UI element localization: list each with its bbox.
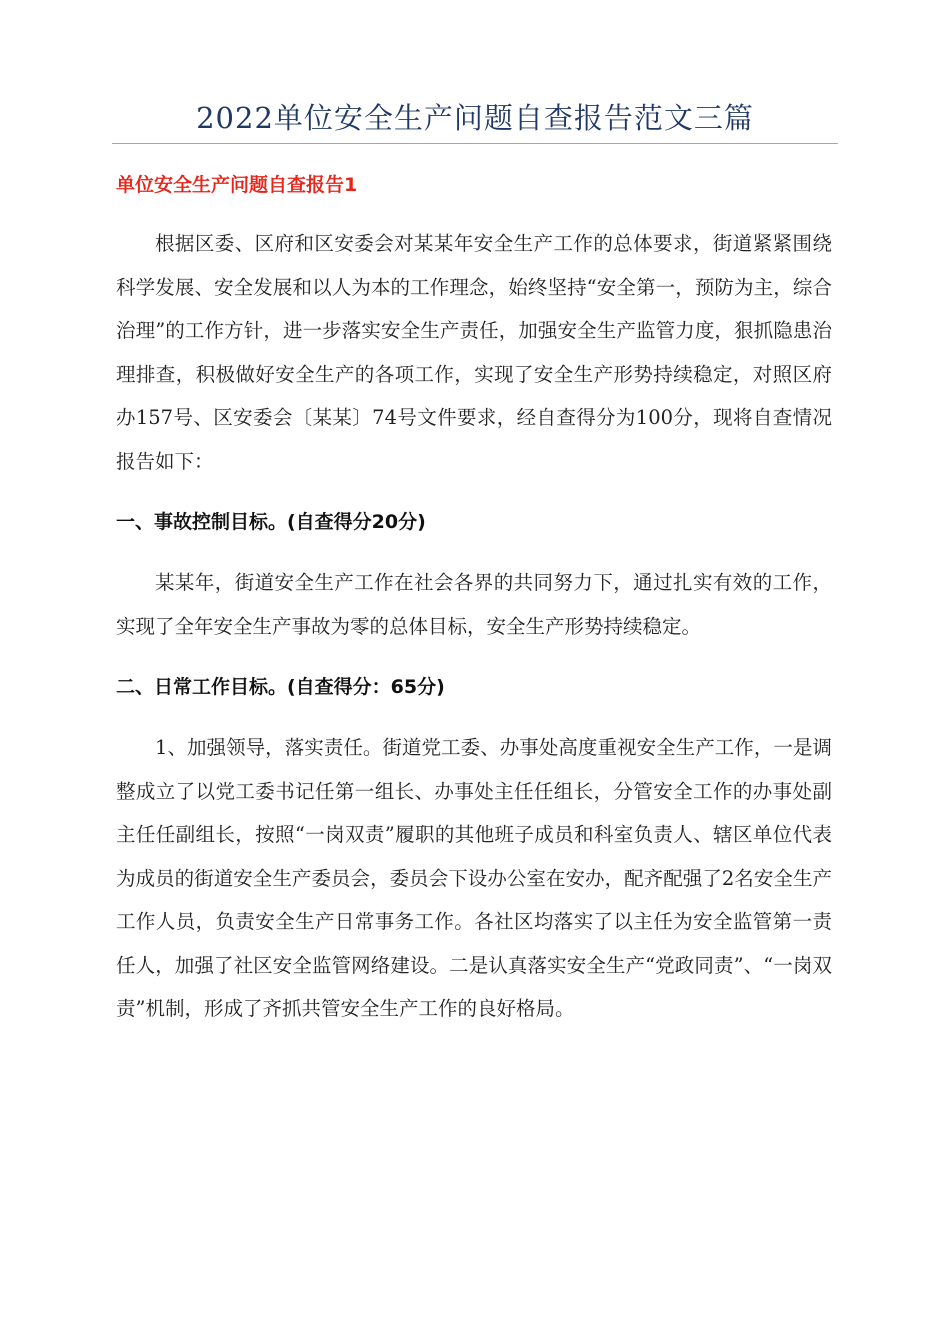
- title-divider: [112, 143, 838, 144]
- section-2-paragraph: 1、加强领导，落实责任。街道党工委、办事处高度重视安全生产工作，一是调整成立了以党工委书记任第一组长、办事处主任任组长，分管安全工作的办事处副主任任副组长，按照“一岗双责”履职的其他班子成员和科室负责人、辖区单位代表为成员的街道安全生产委员会，委员会下设办公室在安办，配齐配强了2名安全生产工作人员，负责安全生产日常事务工作。各社区均落实了以主任为安全监管第一责任人，加强了社区安全监管网络建设。二是认真落实安全生产“党政同责”、“一岗双责”机制，形成了齐抓共管安全生产工作的良好格局。: [116, 736, 832, 1020]
- report-heading: 单位安全生产问题自查报告1: [116, 174, 358, 196]
- section-1-heading: 一、事故控制目标。(自查得分20分): [116, 511, 426, 533]
- section-1-paragraph: 某某年，街道安全生产工作在社会各界的共同努力下，通过扎实有效的工作，实现了全年安全生产事故为零的总体目标，安全生产形势持续稳定。: [116, 571, 832, 638]
- intro-paragraph: 根据区委、区府和区安委会对某某年安全生产工作的总体要求，街道紧紧围绕科学发展、安全发展和以人为本的工作理念，始终坚持“安全第一，预防为主，综合治理”的工作方针，进一步落实安全生产责任，加强安全生产监管力度，狠抓隐患治理排查，积极做好安全生产的各项工作，实现了安全生产形势持续稳定，对照区府办157号、区安委会〔某某〕74号文件要求，经自查得分为100分，现将自查情况报告如下：: [116, 232, 832, 473]
- section-2-heading: 二、日常工作目标。(自查得分：65分): [116, 676, 445, 698]
- document-body: [116, 168, 832, 1053]
- document-title: 2022单位安全生产问题自查报告范文三篇: [196, 101, 754, 135]
